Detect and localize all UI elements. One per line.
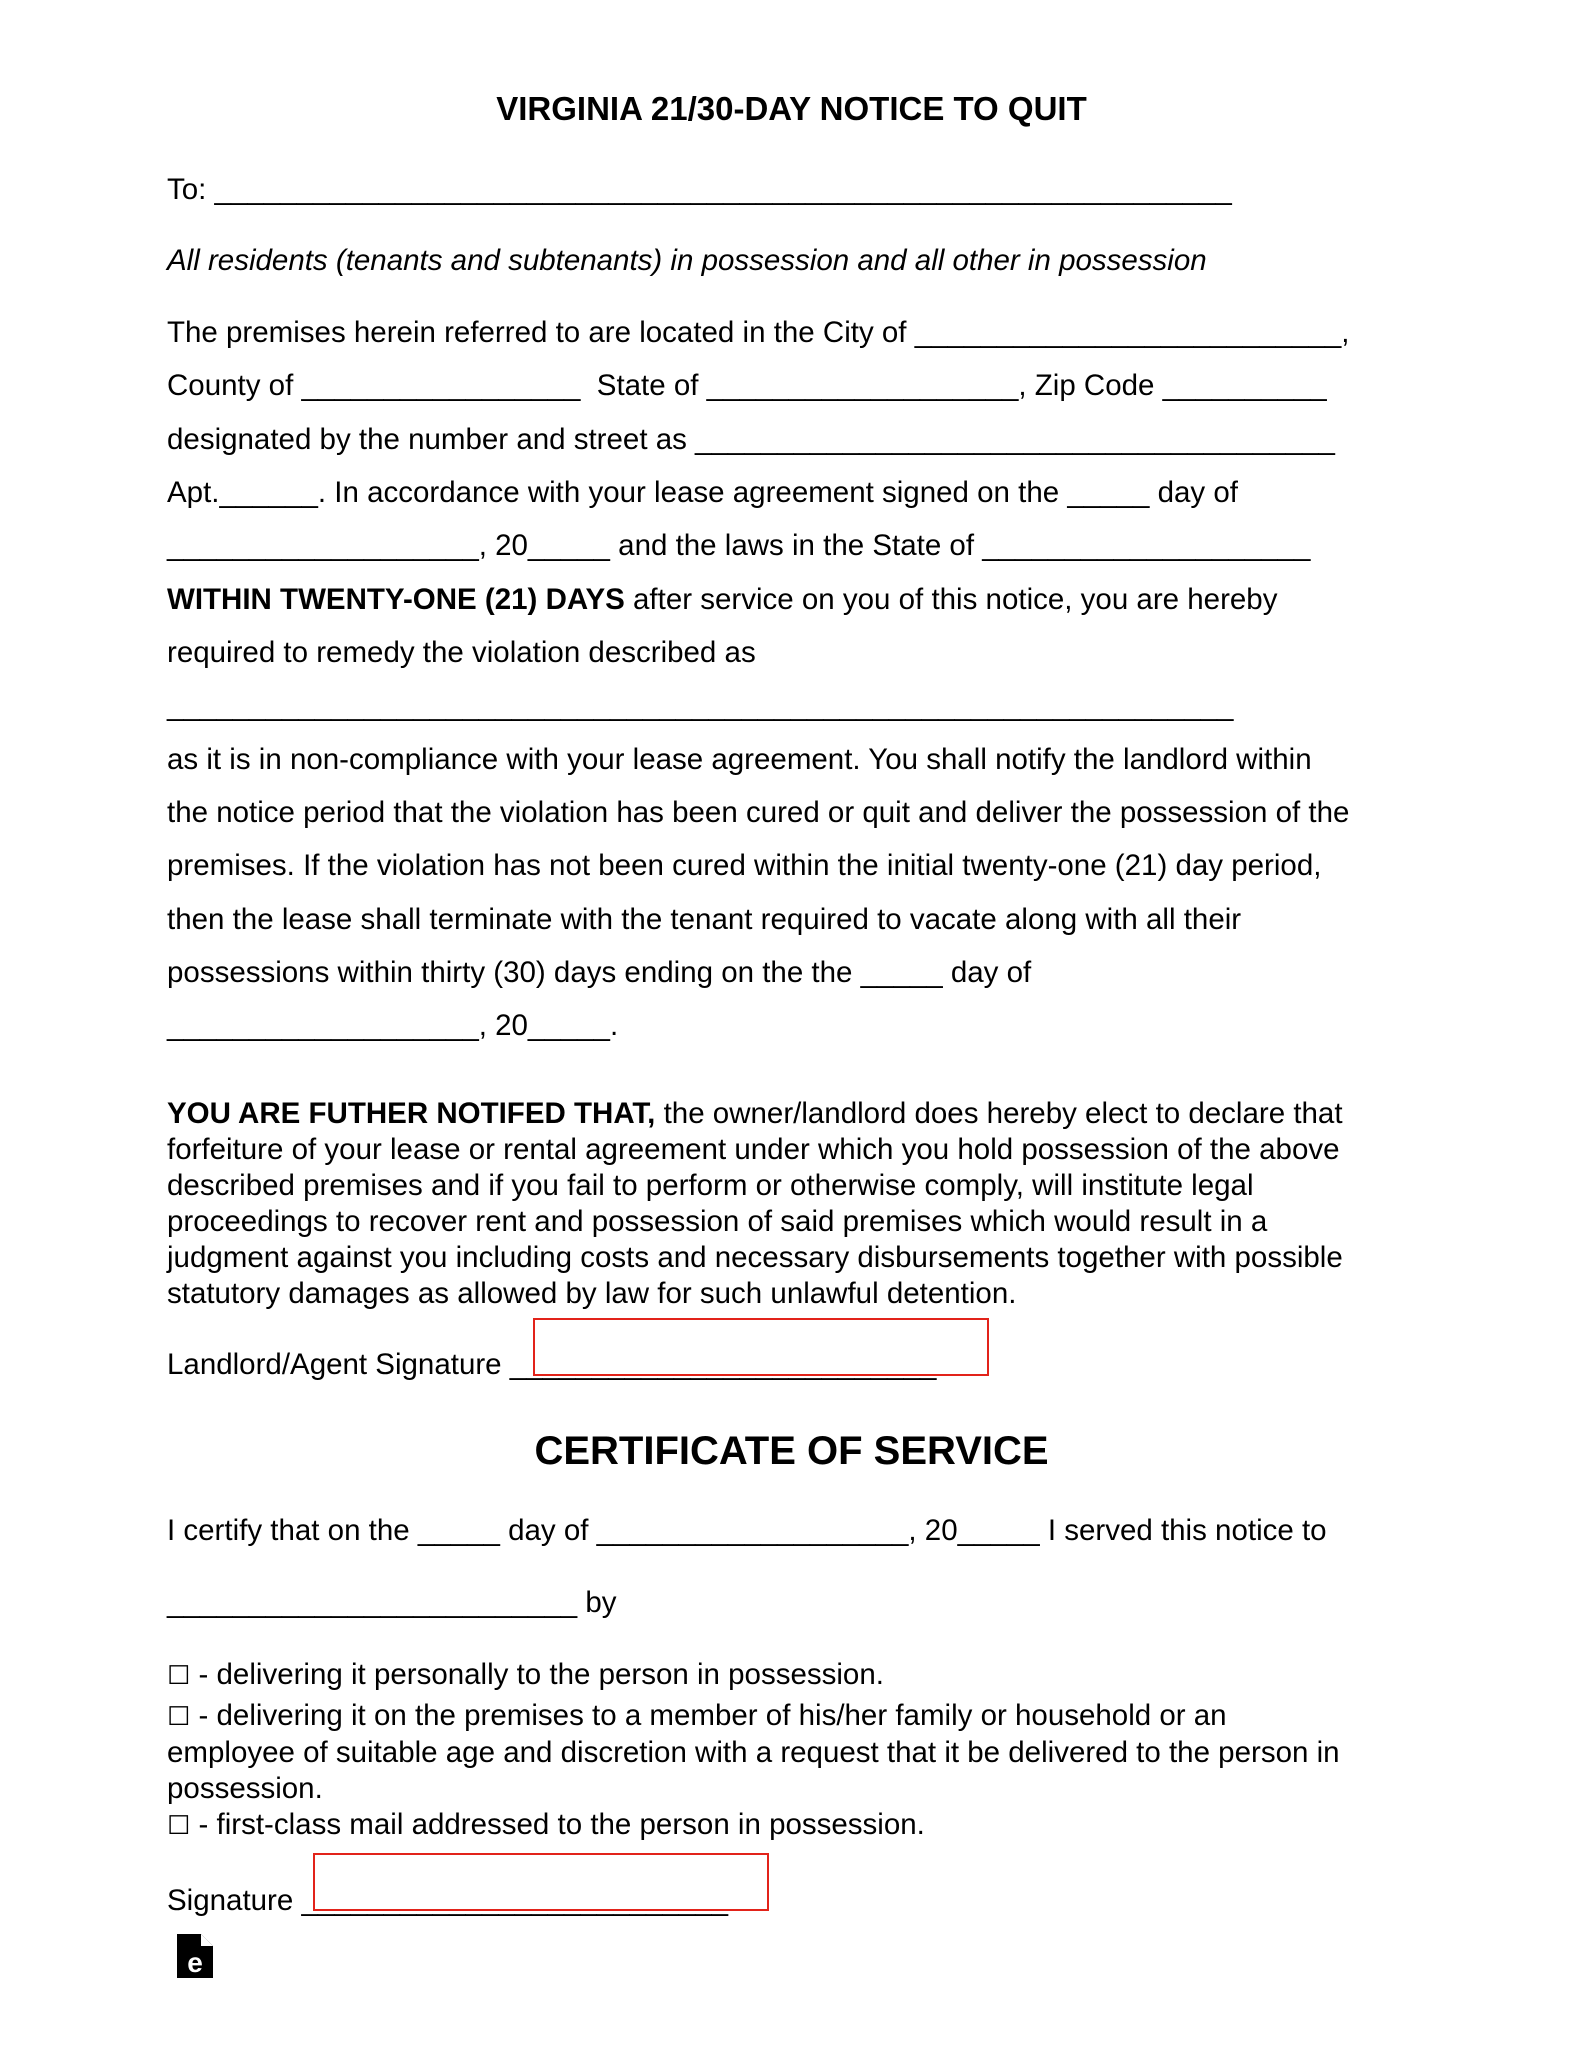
certificate-signature-line[interactable]: __________________________ bbox=[301, 1884, 729, 1917]
landlord-signature-line[interactable]: __________________________ bbox=[509, 1348, 937, 1381]
service-options bbox=[167, 1657, 1427, 1844]
compliance-line-3: premises. If the violation has not been cured within the initial twenty-one (21) day period, bbox=[167, 849, 1322, 882]
within-days-line bbox=[167, 582, 1277, 618]
checkbox-icon[interactable]: ☐ bbox=[167, 1811, 191, 1841]
lease-signed-line[interactable]: Apt.______. In accordance with your lease agreement signed on the _____ day of bbox=[167, 476, 1238, 509]
premises-county-state-zip-line[interactable]: County of _________________ State of ___________________, Zip Code __________ bbox=[167, 369, 1327, 402]
to-field[interactable]: To: ______________________________________________________________ bbox=[167, 173, 1232, 206]
certificate-title: CERTIFICATE OF SERVICE bbox=[534, 1429, 1049, 1473]
checkbox-icon[interactable]: ☐ bbox=[167, 1661, 191, 1691]
service-option-premises-label: - delivering it on the premises to a member of his/her family or household or an bbox=[190, 1699, 1227, 1732]
certificate-signature-field[interactable] bbox=[313, 1853, 769, 1911]
served-to-line[interactable]: _________________________ by bbox=[167, 1586, 617, 1619]
further-notice-line-2: forfeiture of your lease or rental agreement under which you hold possession of the above bbox=[167, 1133, 1340, 1166]
service-option-personal[interactable] bbox=[167, 1657, 1427, 1694]
eforms-logo-icon bbox=[175, 1932, 215, 1980]
further-notice-paragraph bbox=[167, 1096, 1427, 1312]
violation-field[interactable]: _________________________________________________________________ bbox=[167, 689, 1234, 722]
certificate-signature-label: Signature bbox=[167, 1884, 302, 1917]
further-notice-line-3: described premises and if you fail to perform or otherwise comply, will institute legal bbox=[167, 1169, 1254, 1202]
further-notice-text: the owner/landlord does hereby elect to declare that bbox=[655, 1097, 1343, 1130]
service-option-premises-line-2: employee of suitable age and discretion with a request that it be delivered to the person in bbox=[167, 1736, 1340, 1769]
premises-city-line[interactable]: The premises herein referred to are located in the City of __________________________, bbox=[167, 316, 1350, 349]
certify-line[interactable]: I certify that on the _____ day of ___________________, 20_____ I served this notice to bbox=[167, 1514, 1327, 1547]
service-option-premises-line-3: possession. bbox=[167, 1772, 323, 1805]
further-notice-line-6: statutory damages as allowed by law for such unlawful detention. bbox=[167, 1277, 1017, 1310]
further-notice-line-1 bbox=[167, 1096, 1427, 1132]
premises-street-line[interactable]: designated by the number and street as _______________________________________ bbox=[167, 423, 1335, 456]
further-notice-bold: YOU ARE FUTHER NOTIFED THAT, bbox=[167, 1097, 656, 1130]
compliance-line-1: as it is in non-compliance with your lease agreement. You shall notify the landlord within bbox=[167, 743, 1312, 776]
remedy-line: required to remedy the violation described as bbox=[167, 636, 756, 669]
document-title: VIRGINIA 21/30-DAY NOTICE TO QUIT bbox=[496, 90, 1087, 127]
svg-text:e: e bbox=[187, 1947, 203, 1978]
service-option-personal-label: - delivering it personally to the person in possession. bbox=[190, 1658, 884, 1691]
within-days-bold: WITHIN TWENTY-ONE (21) DAYS bbox=[167, 583, 625, 616]
within-days-rest: after service on you of this notice, you are hereby bbox=[624, 583, 1278, 616]
compliance-line-2: the notice period that the violation has been cured or quit and deliver the possession of the bbox=[167, 796, 1350, 829]
further-notice-line-4: proceedings to recover rent and possession of said premises which would result in a bbox=[167, 1205, 1268, 1238]
service-option-premises[interactable] bbox=[167, 1698, 1427, 1735]
service-option-mail-label: - first-class mail addressed to the person in possession. bbox=[190, 1808, 925, 1841]
landlord-signature-label: Landlord/Agent Signature bbox=[167, 1348, 510, 1381]
compliance-line-4: then the lease shall terminate with the tenant required to vacate along with all their bbox=[167, 903, 1242, 936]
compliance-line-6[interactable]: ___________________, 20_____. bbox=[167, 1009, 619, 1042]
lease-date-state-line[interactable]: ___________________, 20_____ and the laws in the State of ____________________ bbox=[167, 529, 1311, 562]
landlord-signature-field[interactable] bbox=[533, 1318, 989, 1376]
eforms-logo-icon bbox=[175, 1932, 215, 1980]
further-notice-line-5: judgment against you including costs and necessary disbursements together with possible bbox=[167, 1241, 1343, 1274]
checkbox-icon[interactable]: ☐ bbox=[167, 1702, 191, 1732]
compliance-line-5[interactable]: possessions within thirty (30) days ending on the the _____ day of bbox=[167, 956, 1032, 989]
service-option-mail[interactable] bbox=[167, 1807, 1427, 1844]
residents-note: All residents (tenants and subtenants) in possession and all other in possession bbox=[167, 244, 1207, 277]
